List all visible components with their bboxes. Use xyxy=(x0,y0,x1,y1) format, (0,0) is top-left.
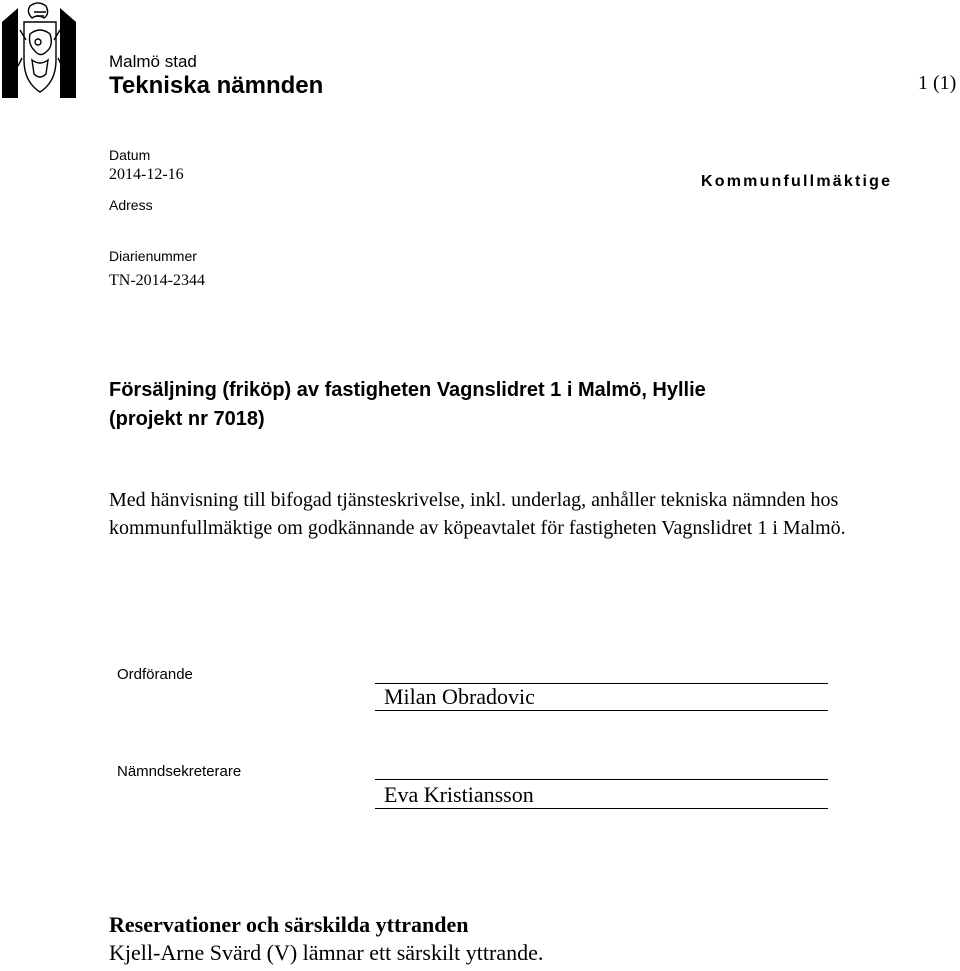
page-number: 1 (1) xyxy=(918,72,957,94)
department-name: Tekniska nämnden xyxy=(109,72,324,99)
date-value: 2014-12-16 xyxy=(109,166,184,183)
malmo-coat-of-arms-icon xyxy=(0,0,80,100)
signature-role-secretary: Nämndsekreterare xyxy=(117,763,242,780)
subject-line-1: Försäljning (friköp) av fastigheten Vagnslidret 1 i Malmö, Hyllie xyxy=(109,379,706,401)
signature-underline xyxy=(375,710,828,711)
registration-number-label: Diarienummer xyxy=(109,248,197,264)
reservations-text: Kjell-Arne Svärd (V) lämnar ett särskilt yttrande. xyxy=(109,940,544,965)
organization-name: Malmö stad xyxy=(109,52,197,71)
signature-name-secretary: Eva Kristiansson xyxy=(384,782,534,807)
signature-underline xyxy=(375,808,828,809)
body-line-2: kommunfullmäktige om godkännande av köpeavtalet för fastigheten Vagnslidret 1 i Malmö. xyxy=(109,517,846,539)
body-line-1: Med hänvisning till bifogad tjänsteskrivelse, inkl. underlag, anhåller tekniska nämnden hos xyxy=(109,489,839,511)
recipient: Kommunfullmäktige xyxy=(701,173,893,190)
signature-role-chair: Ordförande xyxy=(117,666,193,683)
signature-name-chair: Milan Obradovic xyxy=(384,684,535,709)
registration-number-value: TN-2014-2344 xyxy=(109,272,205,289)
address-label: Adress xyxy=(109,197,153,213)
date-label: Datum xyxy=(109,147,151,163)
signature-line xyxy=(375,779,828,780)
reservations-heading: Reservationer och särskilda yttranden xyxy=(109,912,469,937)
subject-line-2: (projekt nr 7018) xyxy=(109,408,265,430)
